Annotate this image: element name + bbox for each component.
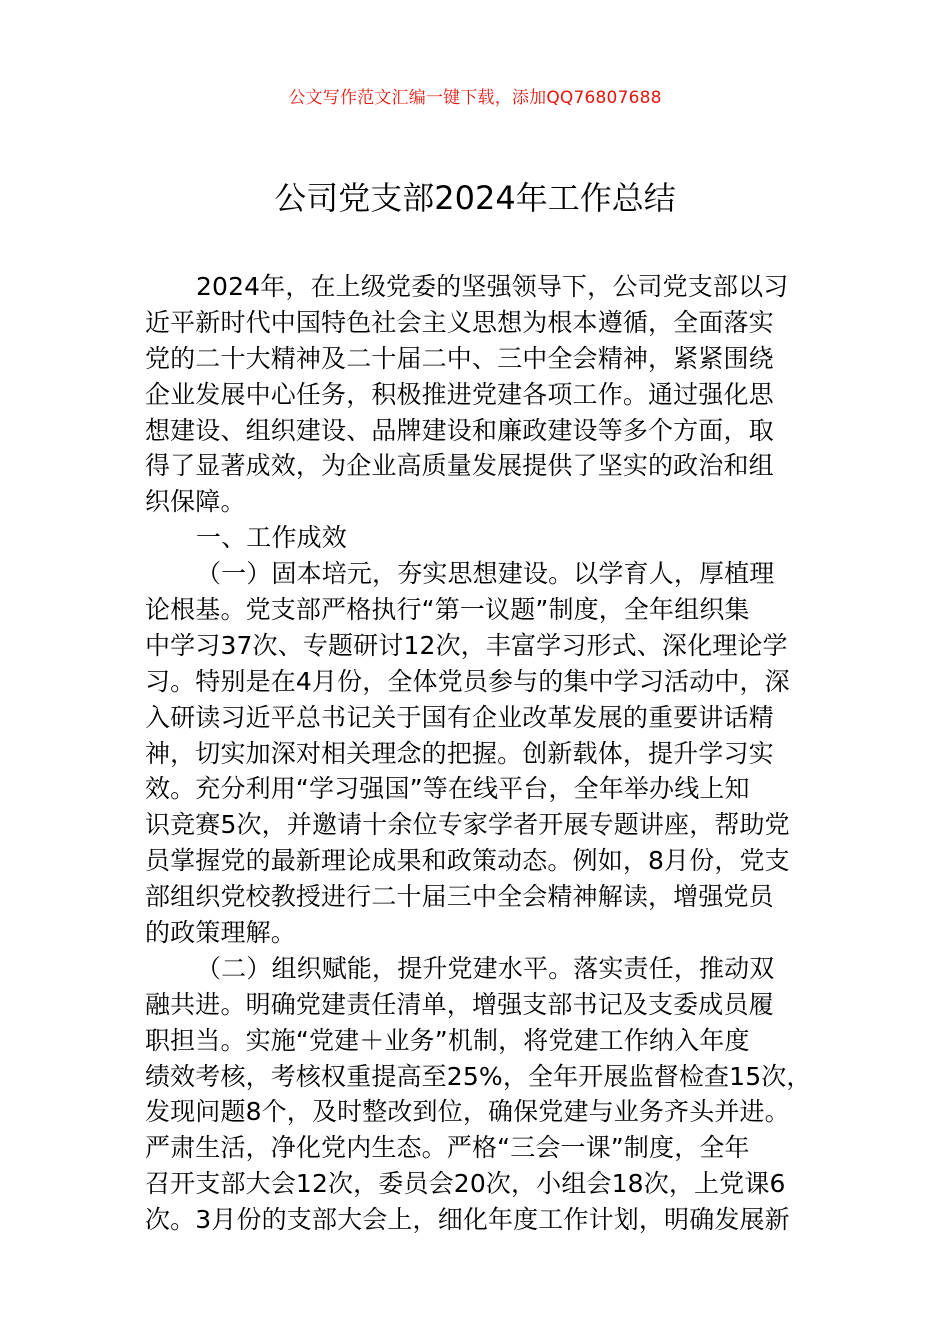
body-text-line: 论根基。党支部严格执行“第一议题”制度，全年组织集	[145, 595, 750, 625]
download-banner: 公文写作范文汇编一键下载，添加QQ76807688	[288, 88, 662, 108]
body-text-line: 神，切实加深对相关理念的把握。创新载体，提升学习实	[145, 738, 774, 768]
body-text-line: 严肃生活，净化党内生态。严格“三会一课”制度，全年	[145, 1133, 750, 1163]
body-text-line: 识竞赛5次，并邀请十余位专家学者开展专题讲座，帮助党	[145, 810, 790, 840]
body-text-line: 党的二十大精神及二十届二中、三中全会精神，紧紧围绕	[145, 343, 774, 373]
body-text-line: 召开支部大会12次，委员会20次，小组会18次，上党课6	[145, 1169, 786, 1199]
body-text-line: 织保障。	[145, 487, 246, 517]
body-text-line: 得了显著成效，为企业高质量发展提供了坚实的政治和组	[145, 451, 774, 481]
body-text-line: 近平新时代中国特色社会主义思想为根本遵循，全面落实	[145, 307, 774, 337]
body-text-line: 部组织党校教授进行二十届三中全会精神解读，增强党员	[145, 882, 774, 912]
body-text-line: 效。充分利用“学习强国”等在线平台，全年举办线上知	[145, 774, 750, 804]
body-text-line: 次。3月份的支部大会上，细化年度工作计划，明确发展新	[145, 1205, 790, 1235]
body-text-line: 绩效考核，考核权重提高至25%，全年开展监督检查15次，	[145, 1061, 812, 1091]
body-text-line: 员掌握党的最新理论成果和政策动态。例如，8月份，党支	[145, 846, 790, 876]
body-text-line: （一）固本培元，夯实思想建设。以学育人，厚植理	[196, 559, 775, 589]
body-text-line: 的政策理解。	[145, 918, 296, 948]
document-body	[145, 269, 825, 1238]
body-text-line: 入研读习近平总书记关于国有企业改革发展的重要讲话精	[145, 702, 774, 732]
body-text-line: 融共进。明确党建责任清单，增强支部书记及支委成员履	[145, 989, 774, 1019]
document-title: 公司党支部2024年工作总结	[274, 179, 676, 217]
body-text-line: 想建设、组织建设、品牌建设和廉政建设等多个方面，取	[145, 415, 774, 445]
body-text-line: 习。特别是在4月份，全体党员参与的集中学习活动中，深	[145, 666, 790, 696]
body-text-line: 2024年，在上级党委的坚强领导下，公司党支部以习	[196, 272, 789, 301]
body-text-line: 一、工作成效	[196, 523, 347, 553]
body-text-line: （二）组织赋能，提升党建水平。落实责任，推动双	[196, 953, 775, 983]
body-text-line: 中学习37次、专题研讨12次，丰富学习形式、深化理论学	[145, 630, 788, 660]
body-text-line: 职担当。实施“党建＋业务”机制，将党建工作纳入年度	[145, 1025, 750, 1055]
body-text-line: 发现问题8个，及时整改到位，确保党建与业务齐头并进。	[145, 1097, 790, 1127]
body-text-line: 企业发展中心任务，积极推进党建各项工作。通过强化思	[145, 379, 774, 409]
